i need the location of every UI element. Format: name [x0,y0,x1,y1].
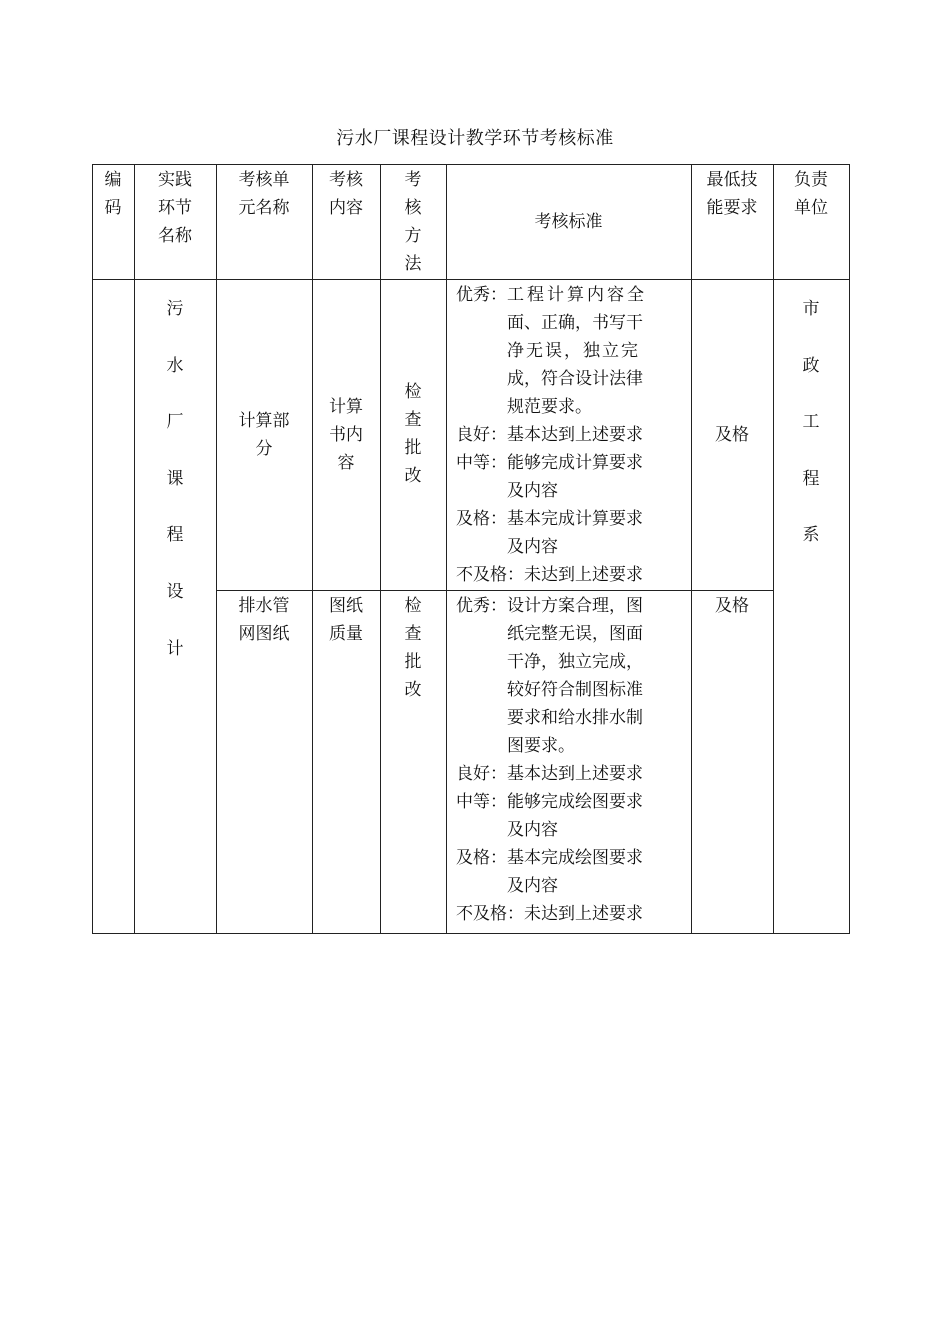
criteria-fail: 不及格：未达到上述要求 [456,565,643,585]
header-content: 考核 内容 [329,170,363,218]
table-border-right [849,164,850,934]
criteria-medium: 中等： 能够完成计算要求 及内容 [456,453,643,501]
criteria-good: 良好：基本达到上述要求 [456,764,643,784]
row1-method: 检 查 批 改 [404,382,422,486]
assessment-table [92,164,850,934]
table-border-bottom [92,933,850,934]
col-divider [312,164,313,934]
table-border-left [92,164,93,934]
row2-unit: 排水管 网图纸 [238,596,290,644]
row2-content: 图纸 质量 [329,596,363,644]
header-unit-name: 考核单 元名称 [238,170,290,218]
header-standard: 考核标准 [534,212,603,232]
criteria-excellent: 优秀： 设计方案合理，图 纸完整无误，图面 干净，独立完成， 较好符合制图标准 要求和给水排水制 图要求。 [456,596,643,756]
col-divider [380,164,381,934]
header-dept: 负责 单位 [794,170,828,218]
row1-min-skill: 及格 [715,425,749,445]
row1-unit: 计算部 分 [238,411,290,459]
row1-content: 计算 书内 容 [329,397,363,473]
row1-criteria [456,281,684,589]
dept-name-cell: 市 政 工 程 系 [802,299,820,546]
row2-method: 检 查 批 改 [404,596,422,700]
header-method: 考 核 方 法 [404,170,422,274]
col-divider [446,164,447,934]
criteria-excellent: 优秀： 工程计算内容全 面、正确，书写干 净无误，独立完 成，符合设计法律 规范要求。 [456,285,647,417]
col-divider [691,164,692,934]
col-divider [216,164,217,934]
header-min-skill: 最低技 能要求 [706,170,758,218]
header-code: 编 码 [104,170,122,218]
row2-criteria [456,592,684,928]
criteria-medium: 中等： 能够完成绘图要求 及内容 [456,792,643,840]
criteria-pass: 及格： 基本完成计算要求 及内容 [456,509,643,557]
header-practice-name: 实践 环节 名称 [158,170,192,246]
document-title: 污水厂课程设计教学环节考核标准 [336,128,614,149]
criteria-fail: 不及格：未达到上述要求 [456,904,643,924]
criteria-good: 良好：基本达到上述要求 [456,425,643,445]
row2-min-skill: 及格 [715,596,749,616]
practice-name-cell: 污 水 厂 课 程 设 计 [166,299,184,659]
criteria-pass: 及格： 基本完成绘图要求 及内容 [456,848,643,896]
